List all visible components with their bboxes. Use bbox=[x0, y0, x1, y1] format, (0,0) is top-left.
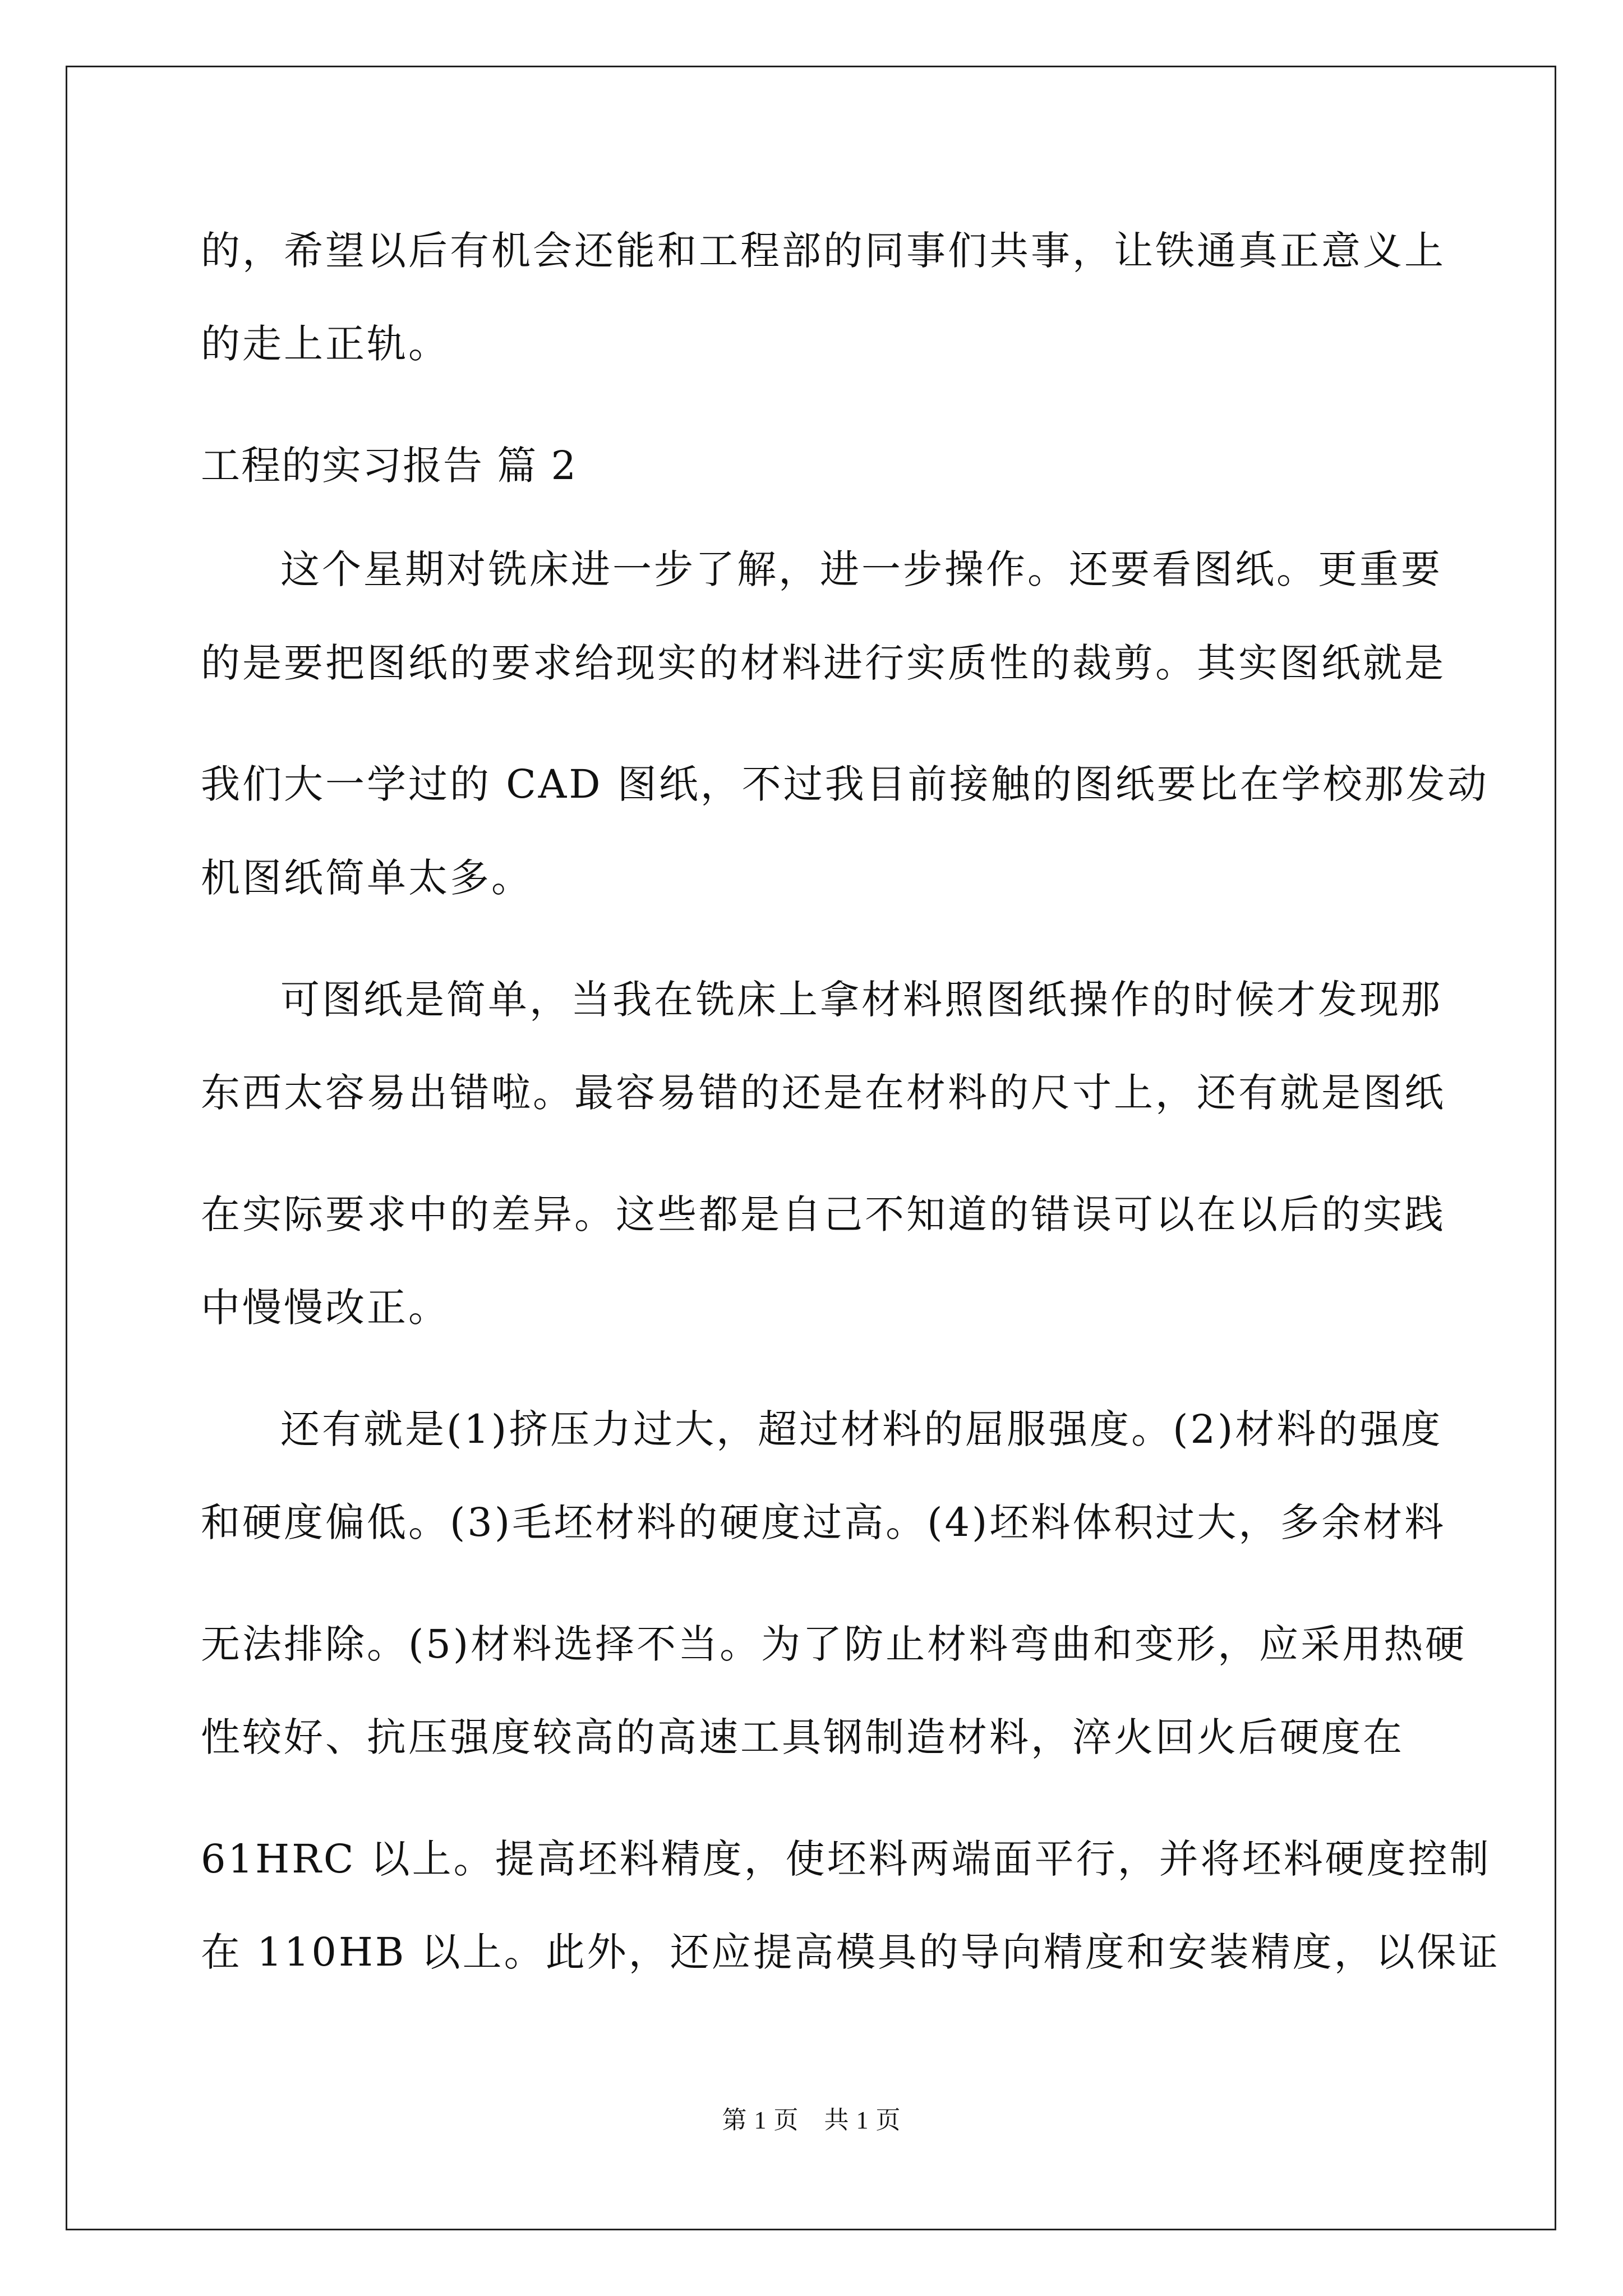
text-line: 性较好、抗压强度较高的高速工具钢制造材料，淬火回火后硬度在 bbox=[201, 1714, 1404, 1760]
text-line: 61HRC 以上。提高坯料精度，使坯料两端面平行，并将坯料硬度控制 bbox=[201, 1836, 1491, 1882]
text-line: 在 110HB 以上。此外，还应提高模具的导向精度和安装精度，以保证 bbox=[201, 1929, 1500, 1975]
text-line: 东西太容易出错啦。最容易错的还是在材料的尺寸上，还有就是图纸 bbox=[201, 1070, 1446, 1116]
text-line: 还有就是(1)挤压力过大，超过材料的屈服强度。(2)材料的强度 bbox=[280, 1406, 1443, 1452]
text-line: 机图纸简单太多。 bbox=[201, 855, 533, 901]
text-line: 我们大一学过的 CAD 图纸，不过我目前接触的图纸要比在学校那发动 bbox=[201, 761, 1489, 807]
text-line: 的是要把图纸的要求给现实的材料进行实质性的裁剪。其实图纸就是 bbox=[201, 640, 1446, 686]
page-footer: 第 1 页 共 1 页 bbox=[722, 2106, 901, 2134]
section-heading: 工程的实习报告 篇 2 bbox=[201, 443, 578, 489]
text-line: 的，希望以后有机会还能和工程部的同事们共事，让铁通真正意义上 bbox=[201, 228, 1446, 274]
text-line: 的走上正轨。 bbox=[201, 321, 450, 367]
text-line: 可图纸是简单，当我在铣床上拿材料照图纸操作的时候才发现那 bbox=[280, 977, 1442, 1023]
text-line: 在实际要求中的差异。这些都是自己不知道的错误可以在以后的实践 bbox=[201, 1191, 1446, 1237]
text-line: 无法排除。(5)材料选择不当。为了防止材料弯曲和变形，应采用热硬 bbox=[201, 1621, 1467, 1667]
text-line: 和硬度偏低。(3)毛坯材料的硬度过高。(4)坯料体积过大，多余材料 bbox=[201, 1499, 1446, 1545]
text-line: 中慢慢改正。 bbox=[201, 1285, 450, 1331]
text-line: 这个星期对铣床进一步了解，进一步操作。还要看图纸。更重要 bbox=[280, 546, 1442, 592]
page-border bbox=[66, 66, 1556, 2230]
